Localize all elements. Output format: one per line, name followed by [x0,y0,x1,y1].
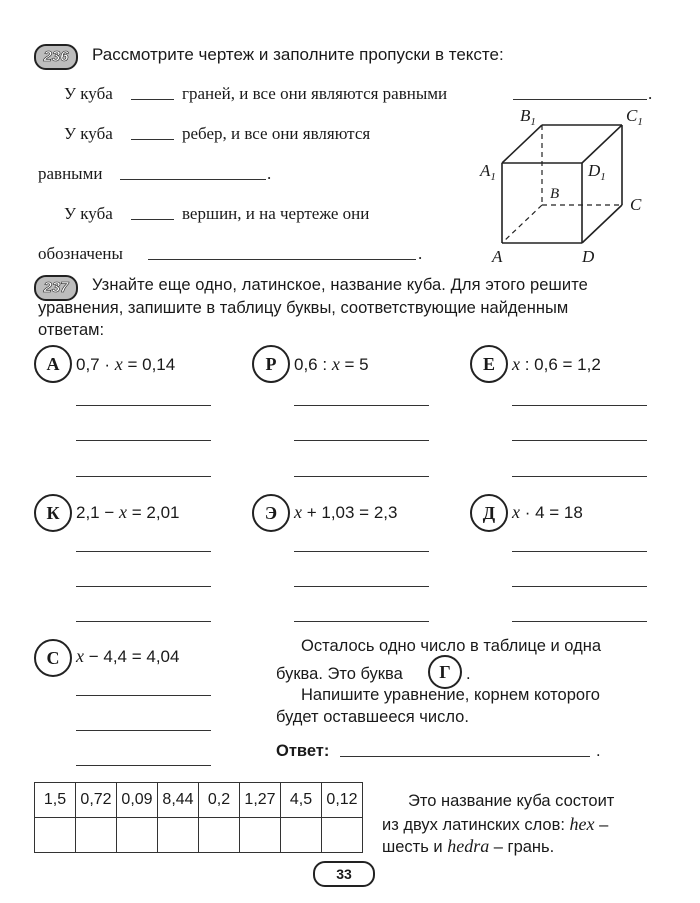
answer-line[interactable] [76,440,211,441]
label-b1: $B_1$ [520,106,536,128]
label-c1: $C_1$ [626,106,643,128]
remaining-text-line1: Осталось одно число в таблице и одна [301,637,602,655]
table-cell-value: 4,5 [281,783,322,818]
label-d1: $D_1$ [588,161,606,183]
table-cell-letter[interactable] [117,818,158,853]
letter-e-circle: Е [470,345,508,383]
answer-line[interactable] [294,621,429,622]
answer-line[interactable] [294,476,429,477]
task-236-line4-end: вершин, и на чертеже они [182,204,370,223]
table-cell-value: 8,44 [158,783,199,818]
answer-line[interactable] [512,476,647,477]
table-cell-value: 0,72 [76,783,117,818]
answer-line[interactable] [76,476,211,477]
table-cell-letter[interactable] [322,818,363,853]
answer-line[interactable] [512,621,647,622]
task-237-instruction-line1: Узнайте еще одно, латинское, название куба. Для этого решите [92,276,588,294]
task-237-number: 237 [34,275,78,301]
table-cell-value: 0,12 [322,783,363,818]
label-d: D [582,247,595,266]
task-236-line2-start: У куба [64,124,113,143]
task-236-line1-end: граней, и все они являются равными [182,84,448,103]
blank-vertices-names[interactable] [148,259,416,260]
period: . [648,84,653,103]
answer-line[interactable] [76,621,211,622]
letter-a-circle: А [34,345,72,383]
equation-a: 0,7 · x = 0,14 [76,354,176,374]
equation-e: x : 0,6 = 1,2 [512,354,601,374]
table-cell-value: 1,27 [240,783,281,818]
answer-line[interactable] [294,440,429,441]
answer-table [34,782,363,853]
answer-line[interactable] [76,730,211,731]
letter-r-circle: Р [252,345,290,383]
task-236-instruction: Рассмотрите чертеж и заполните пропуски в тексте: [92,45,504,64]
task-236-line1-start: У куба [64,84,113,103]
edge-d-c [582,205,622,243]
table-cell-letter[interactable] [158,818,199,853]
answer-line[interactable] [294,551,429,552]
remaining-text-line4: будет оставшееся число. [276,708,469,726]
table-row-values [35,783,363,818]
cube-diagram [470,100,660,270]
letter-g-circle: Г [428,655,462,689]
equation-k: 2,1 − x = 2,01 [76,502,180,522]
note-line2: из двух латинских слов: hex – [382,814,609,834]
letter-k-circle: К [34,494,72,532]
task-236-line5: обозначены [38,244,123,263]
answer-input-line[interactable] [340,756,590,757]
table-cell-letter[interactable] [281,818,322,853]
answer-line[interactable] [512,586,647,587]
table-cell-letter[interactable] [240,818,281,853]
label-a: A [492,247,503,266]
equation-d: x · 4 = 18 [512,502,583,522]
answer-line[interactable] [76,551,211,552]
page-number: 33 [313,861,375,887]
equation-s: x − 4,4 = 4,04 [76,646,180,666]
hidden-edge-b-a [502,205,542,243]
answer-line[interactable] [512,440,647,441]
table-cell-value: 0,09 [117,783,158,818]
table-row-letters [35,818,363,853]
period: . [267,164,272,183]
period: . [596,742,601,760]
task-236-line2-end: ребер, и все они являются [182,124,371,143]
period: . [418,244,423,263]
answer-line[interactable] [294,405,429,406]
answer-line[interactable] [76,695,211,696]
edge-d1-c1 [582,125,622,163]
blank-edges-count[interactable] [131,139,174,140]
remaining-text-line2: буква. Это буква [276,665,403,683]
period: . [466,665,471,683]
note-line3: шесть и hedra – грань. [382,836,555,856]
table-cell-value: 1,5 [35,783,76,818]
blank-faces-count[interactable] [131,99,174,100]
equation-r: 0,6 : x = 5 [294,354,369,374]
answer-line[interactable] [294,586,429,587]
table-cell-value: 0,2 [199,783,240,818]
label-a1: $A_1$ [480,161,496,183]
answer-line[interactable] [76,405,211,406]
answer-label: Ответ: [276,742,330,760]
task-237-instruction-line2: уравнения, запишите в таблицу буквы, соответствующие найденным [38,299,569,317]
task-236-number: 236 [34,44,78,70]
remaining-text-line3: Напишите уравнение, корнем которого [301,686,600,704]
answer-line[interactable] [512,405,647,406]
label-b: B [550,186,560,202]
task-236-line4-start: У куба [64,204,113,223]
task-237-instruction-line3: ответам: [38,321,105,339]
table-cell-letter[interactable] [199,818,240,853]
table-cell-letter[interactable] [35,818,76,853]
label-c: C [630,195,642,214]
blank-vertices-count[interactable] [131,219,174,220]
blank-edges-equal[interactable] [120,179,266,180]
edge-a1-b1 [502,125,542,163]
note-line1: Это название куба состоит [408,792,615,810]
answer-line[interactable] [76,765,211,766]
equation-e-reversed: x + 1,03 = 2,3 [294,502,398,522]
task-236-line3: равными [38,164,103,183]
answer-line[interactable] [76,586,211,587]
answer-line[interactable] [512,551,647,552]
letter-s-circle: С [34,639,72,677]
letter-e-reversed-circle: Э [252,494,290,532]
letter-d-circle: Д [470,494,508,532]
table-cell-letter[interactable] [76,818,117,853]
